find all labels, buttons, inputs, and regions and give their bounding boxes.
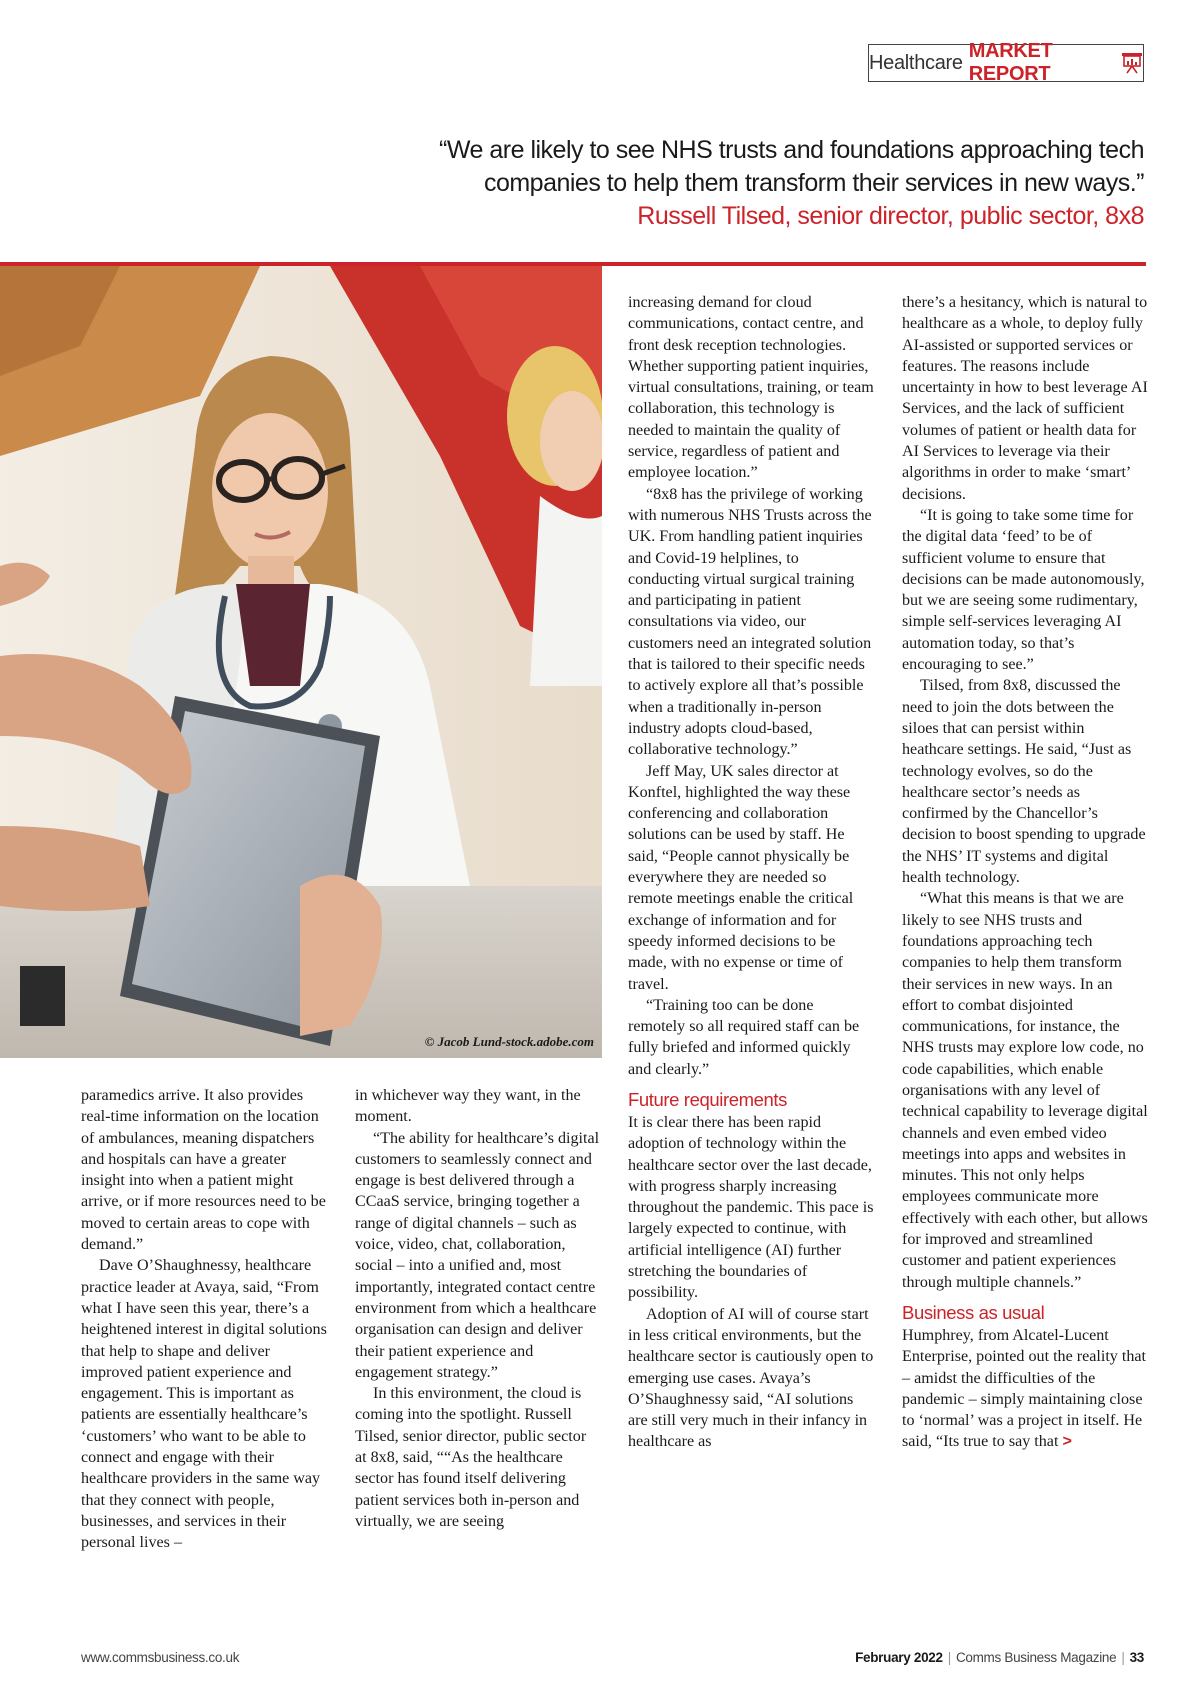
paragraph bbox=[902, 1325, 1148, 1453]
paragraph: in whichever way they want, in the moment. bbox=[355, 1087, 581, 1126]
paragraph: It is clear there has been rapid adoption of technology within the healthcare sector over the last decade, with progress sharply increasing throughout the pandemic. This pace is largely expected to continue, with artificial intelligence (AI) further stretching the boundaries of possibility. bbox=[628, 1113, 874, 1302]
footer-issue-info: February 2022 | Comms Business Magazine | 33 bbox=[855, 1650, 1144, 1665]
section-tag bbox=[868, 40, 1144, 85]
paragraph: Tilsed, from 8x8, discussed the need to join the dots between the siloes that can persist within heathcare settings. He said, “Just as technology evolves, so do the healthcare sector’s needs as confirmed by the Chancellor’s decision to boost spending to upgrade the NHS’ IT systems and digital health technology. bbox=[902, 677, 1146, 887]
paragraph: “The ability for healthcare’s digital customers to seamlessly connect and engage is best delivered through a CCaaS service, bringing together a range of digital channels – such as voice, video, chat, collaboration, social – into a unified and, most importantly, integrated contact centre environment from which a healthcare organisation can design and deliver their patient experience and engagement strategy.” bbox=[355, 1129, 600, 1381]
continued-arrow-icon: > bbox=[1062, 1432, 1072, 1451]
article-column-2 bbox=[355, 1085, 601, 1532]
paragraph: “8x8 has the privilege of working with numerous NHS Trusts across the UK. From handling patient inquiries and Covid-19 helplines, to conducting virtual surgical training and participating in patient consultations via video, our customers need an integrated solution that is tailored to their specific needs to actively explore all that’s possible when a traditionally in-person industry adopts cloud-based, collaborative technology.” bbox=[628, 485, 872, 759]
article-column-3 bbox=[628, 292, 874, 1453]
article-photo bbox=[0, 266, 602, 1058]
pull-quote-line-1: “We are likely to see NHS trusts and foundations approaching tech bbox=[439, 136, 1144, 164]
article-column-4 bbox=[902, 292, 1148, 1453]
section-label-bold: MARKET REPORT bbox=[968, 40, 1053, 85]
presentation-chart-icon bbox=[1121, 52, 1143, 74]
pull-quote bbox=[424, 134, 1144, 233]
paragraph-text: Humphrey, from Alcatel-Lucent Enterprise, pointed out the reality that – amidst the difficulties of the pandemic – simply maintaining close to ‘normal’ was a project in itself. He said, “Its true to say that bbox=[902, 1326, 1147, 1451]
paragraph: Adoption of AI will of course start in less critical environments, but the healthcare sector is cautiously open to emerging use cases. Avaya’s O’Shaughnessy said, “AI solutions are still very much in their infancy in healthcare as bbox=[628, 1305, 874, 1451]
doctor-with-tablet-illustration bbox=[0, 266, 602, 1058]
page-number: 33 bbox=[1129, 1650, 1144, 1665]
section-label-light: Healthcare bbox=[869, 51, 963, 74]
photo-credit: © Jacob Lund-stock.adobe.com bbox=[424, 1034, 594, 1049]
subheading-business-as-usual: Business as usual bbox=[902, 1301, 1045, 1323]
paragraph: there’s a hesitancy, which is natural to healthcare as a whole, to deploy fully AI-assisted or supported services or features. The reasons include uncertainty in how to best leverage AI Services, and the lack of sufficient volumes of patient or health data for AI Services to leverage via their algorithms in order to make ‘smart’ decisions. bbox=[902, 294, 1148, 503]
paragraph: “It is going to take some time for the digital data ‘feed’ to be of sufficient volume to ensure that decisions can be made autonomously, but we are seeing some rudimentary, simple self-services leveraging AI automation today, so that’s encouraging to see.” bbox=[902, 506, 1145, 674]
paragraph: paramedics arrive. It also provides real-time information on the location of ambulances, meaning dispatchers and hospitals can have a greater insight into when a patient might arrive, or if more resources need to be moved to certain areas to cope with demand.” bbox=[81, 1087, 326, 1254]
article-column-1 bbox=[81, 1085, 327, 1554]
subheading-future-requirements: Future requirements bbox=[628, 1088, 787, 1110]
paragraph: Jeff May, UK sales director at Konftel, highlighted the way these conferencing and collaboration solutions can be used by staff. He said, “People cannot physically be everywhere they are needed so remote meetings enable the critical exchange of information and for speedy informed decisions to be made, with no expense or time of travel. bbox=[628, 762, 854, 993]
footer-website: www.commsbusiness.co.uk bbox=[81, 1650, 240, 1665]
paragraph: “Training too can be done remotely so all required staff can be fully briefed and informed quickly and clearly.” bbox=[628, 996, 860, 1078]
footer-date: February 2022 bbox=[855, 1650, 943, 1665]
paragraph: In this environment, the cloud is coming into the spotlight. Russell Tilsed, senior director, public sector at 8x8, said, ““As the healthcare sector has found itself delivering patient services both in-person and virtually, we are seeing bbox=[355, 1385, 587, 1530]
pull-quote-attribution: Russell Tilsed, senior director, public sector, 8x8 bbox=[637, 202, 1144, 230]
page-footer bbox=[81, 1650, 1144, 1670]
paragraph: increasing demand for cloud communications, contact centre, and front desk reception technologies. Whether supporting patient inquiries, virtual consultations, training, or team collaboration, this technology is needed to maintain the quality of service, regardless of patient and employee location.” bbox=[628, 294, 874, 482]
paragraph: Dave O’Shaughnessy, healthcare practice leader at Avaya, said, “From what I have seen this year, there’s a heightened interest in digital solutions that help to shape and deliver improved patient experience and engagement. This is important as patients are essentially healthcare’s ‘customers’ who want to be able to connect and engage with their healthcare providers in the same way that they connect with people, businesses, and services in their personal lives – bbox=[81, 1257, 327, 1552]
pull-quote-line-2: companies to help them transform their services in new ways.” bbox=[483, 169, 1144, 197]
paragraph: “What this means is that we are likely to see NHS trusts and foundations approaching tech companies to help them transform their services in new ways. In an effort to combat disjointed communications, for instance, the NHS trusts may explore low code, no code capabilities, which enable organisations with any level of technical capability to leverage digital channels and even embed video meetings into apps and websites in minutes. This not only helps employees communicate more effectively with each other, but allows for improved and streamlined customer and patient experiences through multiple channels.” bbox=[902, 890, 1148, 1291]
footer-magazine: Comms Business Magazine bbox=[955, 1650, 1117, 1665]
